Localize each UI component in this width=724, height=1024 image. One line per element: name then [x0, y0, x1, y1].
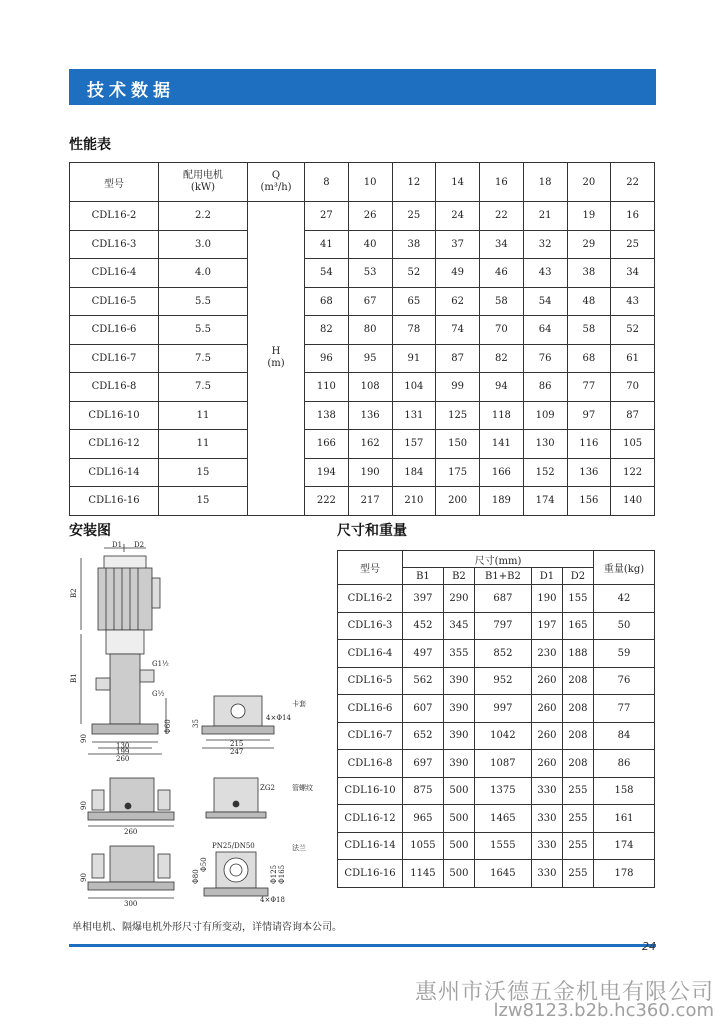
head-value: 200 [436, 487, 480, 516]
head-value: 24 [436, 202, 480, 231]
model-cell: CDL16-10 [338, 777, 403, 805]
head-value: 194 [305, 458, 349, 487]
label-holes: 4×Φ14 [266, 714, 291, 722]
model-cell: CDL16-10 [70, 401, 159, 430]
flow-header: 16 [480, 163, 524, 202]
dim-value: 697 [403, 750, 444, 778]
table-row [70, 202, 655, 231]
head-value: 70 [480, 316, 524, 345]
dim-value: 208 [562, 695, 593, 723]
model-cell: CDL16-6 [70, 316, 159, 345]
head-value: 184 [392, 458, 436, 487]
label-h247: 247 [230, 748, 244, 756]
head-value: 26 [348, 202, 392, 231]
head-value: 162 [348, 430, 392, 459]
head-value: 54 [305, 259, 349, 288]
head-value: 53 [348, 259, 392, 288]
footnote: 单相电机、隔爆电机外形尺寸有所变动，详情请咨询本公司。 [72, 922, 342, 933]
head-value: 97 [567, 401, 611, 430]
watermark-company: 惠州市沃德五金机电有限公司 [414, 980, 714, 1005]
dim-value: 1055 [403, 832, 444, 860]
model-cell: CDL16-2 [338, 585, 403, 613]
dim-value: 1087 [474, 750, 531, 778]
dim-value: 875 [403, 777, 444, 805]
motor-cell: 15 [159, 458, 248, 487]
head-value: 29 [567, 230, 611, 259]
dim-value: 255 [562, 777, 593, 805]
model-cell: CDL16-16 [70, 487, 159, 516]
head-value: 108 [348, 373, 392, 402]
dim-value: 208 [562, 667, 593, 695]
label-zg2: ZG2 [260, 784, 275, 792]
label-d1: D1 [112, 541, 123, 549]
installation-drawing [66, 538, 328, 908]
table-row [338, 750, 655, 778]
flow-header: 14 [436, 163, 480, 202]
base-view [88, 778, 174, 826]
model-cell: CDL16-7 [70, 344, 159, 373]
head-value: 217 [348, 487, 392, 516]
head-value: 58 [480, 287, 524, 316]
thread-view [206, 778, 266, 818]
dim-value: 397 [403, 585, 444, 613]
table-row [338, 805, 655, 833]
head-value: 78 [392, 316, 436, 345]
head-value: 122 [611, 458, 655, 487]
head-value: 104 [392, 373, 436, 402]
model-cell: CDL16-7 [338, 722, 403, 750]
head-value: 156 [567, 487, 611, 516]
dims-col-weight: 重量(kg) [594, 551, 655, 585]
motor-cell: 11 [159, 430, 248, 459]
model-cell: CDL16-12 [70, 430, 159, 459]
flow-header: 18 [523, 163, 567, 202]
dim-value: 165 [562, 612, 593, 640]
head-value: 94 [480, 373, 524, 402]
pump-elevation [81, 544, 166, 754]
head-value: 140 [611, 487, 655, 516]
head-value: 49 [436, 259, 480, 288]
dim-value: 208 [562, 722, 593, 750]
head-value: 118 [480, 401, 524, 430]
weight-cell: 76 [594, 667, 655, 695]
head-value: 21 [523, 202, 567, 231]
model-cell: CDL16-3 [338, 612, 403, 640]
dim-value: 330 [531, 832, 562, 860]
page-number: 24 [642, 940, 656, 953]
model-cell: CDL16-8 [70, 373, 159, 402]
head-value: 87 [611, 401, 655, 430]
motor-cell: 2.2 [159, 202, 248, 231]
table-row [338, 722, 655, 750]
head-value: 222 [305, 487, 349, 516]
head-value: 38 [392, 230, 436, 259]
dim-value: 197 [531, 612, 562, 640]
motor-cell: 7.5 [159, 373, 248, 402]
dim-value: 500 [443, 832, 474, 860]
head-value: 32 [523, 230, 567, 259]
table-row [70, 401, 655, 430]
label-v90a: 90 [80, 734, 88, 743]
head-value: 22 [480, 202, 524, 231]
head-value: 68 [567, 344, 611, 373]
dim-value: 188 [562, 640, 593, 668]
head-value: 80 [348, 316, 392, 345]
head-value: 52 [611, 316, 655, 345]
head-value: 131 [392, 401, 436, 430]
dim-value: 330 [531, 805, 562, 833]
motor-cell: 11 [159, 401, 248, 430]
dim-value: 607 [403, 695, 444, 723]
head-value: 109 [523, 401, 567, 430]
label-h130: 130 [116, 742, 130, 750]
head-value: 19 [567, 202, 611, 231]
model-cell: CDL16-2 [70, 202, 159, 231]
performance-title: 性能表 [69, 137, 111, 153]
head-value: 61 [611, 344, 655, 373]
label-h199: 199 [116, 748, 130, 756]
install-title: 安装图 [69, 523, 111, 539]
table-row [338, 860, 655, 888]
weight-cell: 84 [594, 722, 655, 750]
label-lbl2: 管螺纹 [292, 784, 313, 792]
head-value: 74 [436, 316, 480, 345]
motor-cell: 5.5 [159, 287, 248, 316]
dims-col-model: 型号 [338, 551, 403, 585]
flow-header: 12 [392, 163, 436, 202]
model-cell: CDL16-12 [338, 805, 403, 833]
label-h260b: 260 [124, 828, 138, 836]
dim-value: 500 [443, 805, 474, 833]
dim-value: 500 [443, 860, 474, 888]
head-value: 82 [305, 316, 349, 345]
head-value: 16 [611, 202, 655, 231]
head-value: 43 [611, 287, 655, 316]
head-value: 27 [305, 202, 349, 231]
flange-base-view [88, 846, 174, 898]
label-lbl3: 法兰 [292, 844, 306, 852]
weight-cell: 59 [594, 640, 655, 668]
head-value: 116 [567, 430, 611, 459]
label-b1: B1 [70, 673, 78, 683]
head-value: 40 [348, 230, 392, 259]
dimensions-table [337, 550, 655, 888]
flow-header: 22 [611, 163, 655, 202]
label-v35: 35 [192, 719, 200, 728]
banner-title: 技术数据 [87, 81, 175, 101]
table-row [338, 585, 655, 613]
dim-value: 230 [531, 640, 562, 668]
head-value: 58 [567, 316, 611, 345]
dim-value: 255 [562, 805, 593, 833]
performance-table [69, 162, 655, 516]
table-row [70, 430, 655, 459]
head-value: 46 [480, 259, 524, 288]
head-value: 87 [436, 344, 480, 373]
head-value: 68 [305, 287, 349, 316]
model-cell: CDL16-5 [70, 287, 159, 316]
head-value: 52 [392, 259, 436, 288]
head-value: 152 [523, 458, 567, 487]
weight-cell: 178 [594, 860, 655, 888]
dim-value: 952 [474, 667, 531, 695]
table-row [70, 373, 655, 402]
flange-view [204, 852, 268, 896]
model-cell: CDL16-6 [338, 695, 403, 723]
label-v60: Φ60 [164, 719, 172, 734]
table-row [338, 695, 655, 723]
label-v50: Φ50 [200, 857, 208, 872]
head-value: 174 [523, 487, 567, 516]
dim-value: 390 [443, 695, 474, 723]
head-value: 130 [523, 430, 567, 459]
dimensions-title: 尺寸和重量 [337, 523, 407, 539]
table-row [338, 640, 655, 668]
model-cell: CDL16-4 [338, 640, 403, 668]
dim-value: 255 [562, 860, 593, 888]
head-value: 25 [392, 202, 436, 231]
model-cell: CDL16-16 [338, 860, 403, 888]
section-banner [69, 69, 656, 105]
table-row [338, 612, 655, 640]
head-value: 34 [611, 259, 655, 288]
dim-value: 345 [443, 612, 474, 640]
table-row [70, 458, 655, 487]
dims-col-size: 尺寸(mm) [403, 551, 594, 568]
dim-value: 1465 [474, 805, 531, 833]
model-cell: CDL16-14 [338, 832, 403, 860]
weight-cell: 161 [594, 805, 655, 833]
head-value: 38 [567, 259, 611, 288]
motor-cell: 7.5 [159, 344, 248, 373]
head-value: 77 [567, 373, 611, 402]
head-unit-cell: H (m) [248, 202, 305, 516]
col-q: Q (m³/h) [248, 163, 305, 202]
dims-sub-header: D2 [562, 568, 593, 585]
label-v165: Φ165 [278, 864, 286, 884]
motor-cell: 3.0 [159, 230, 248, 259]
dims-sub-header: B1 [403, 568, 444, 585]
head-value: 54 [523, 287, 567, 316]
dim-value: 500 [443, 777, 474, 805]
table-row [338, 777, 655, 805]
col-motor: 配用电机 (kW) [159, 163, 248, 202]
head-value: 43 [523, 259, 567, 288]
head-value: 105 [611, 430, 655, 459]
label-g1: G1½ [152, 660, 169, 668]
model-cell: CDL16-5 [338, 667, 403, 695]
dim-value: 155 [562, 585, 593, 613]
head-value: 37 [436, 230, 480, 259]
dim-value: 260 [531, 722, 562, 750]
watermark-site: lzw8123.b2b.hc360.com [493, 1000, 714, 1021]
table-row [70, 344, 655, 373]
label-v80: Φ80 [192, 869, 200, 884]
head-value: 125 [436, 401, 480, 430]
weight-cell: 77 [594, 695, 655, 723]
label-v125: Φ125 [270, 864, 278, 884]
dim-value: 562 [403, 667, 444, 695]
table-row [338, 667, 655, 695]
dim-value: 797 [474, 612, 531, 640]
head-value: 189 [480, 487, 524, 516]
head-value: 150 [436, 430, 480, 459]
dims-sub-header: B1+B2 [474, 568, 531, 585]
dim-value: 1375 [474, 777, 531, 805]
head-value: 64 [523, 316, 567, 345]
table-row [70, 287, 655, 316]
head-value: 110 [305, 373, 349, 402]
dim-value: 497 [403, 640, 444, 668]
label-h215: 215 [230, 740, 244, 748]
label-g2: G½ [152, 690, 165, 698]
head-value: 91 [392, 344, 436, 373]
footer-rule [69, 944, 656, 947]
dim-value: 687 [474, 585, 531, 613]
weight-cell: 158 [594, 777, 655, 805]
head-value: 136 [348, 401, 392, 430]
model-cell: CDL16-4 [70, 259, 159, 288]
head-value: 25 [611, 230, 655, 259]
table-row [338, 832, 655, 860]
head-value: 86 [523, 373, 567, 402]
head-value: 136 [567, 458, 611, 487]
head-value: 34 [480, 230, 524, 259]
col-model: 型号 [70, 163, 159, 202]
dim-value: 260 [531, 695, 562, 723]
weight-cell: 86 [594, 750, 655, 778]
head-value: 95 [348, 344, 392, 373]
dim-value: 652 [403, 722, 444, 750]
head-value: 157 [392, 430, 436, 459]
flow-header: 20 [567, 163, 611, 202]
dim-value: 997 [474, 695, 531, 723]
head-value: 141 [480, 430, 524, 459]
model-cell: CDL16-14 [70, 458, 159, 487]
label-b2: B2 [70, 588, 78, 598]
dim-value: 390 [443, 750, 474, 778]
label-lbl1: 卡套 [292, 700, 306, 708]
dim-value: 208 [562, 750, 593, 778]
dim-value: 355 [443, 640, 474, 668]
dim-value: 330 [531, 777, 562, 805]
dim-value: 1042 [474, 722, 531, 750]
label-v90b: 90 [80, 801, 88, 810]
dim-value: 452 [403, 612, 444, 640]
dim-value: 390 [443, 722, 474, 750]
dim-value: 390 [443, 667, 474, 695]
head-value: 70 [611, 373, 655, 402]
table-row [70, 230, 655, 259]
weight-cell: 42 [594, 585, 655, 613]
head-value: 62 [436, 287, 480, 316]
head-value: 190 [348, 458, 392, 487]
weight-cell: 50 [594, 612, 655, 640]
dim-value: 190 [531, 585, 562, 613]
dim-value: 260 [531, 667, 562, 695]
table-row [70, 487, 655, 516]
head-value: 210 [392, 487, 436, 516]
flow-header: 10 [348, 163, 392, 202]
dim-value: 290 [443, 585, 474, 613]
flow-header: 8 [305, 163, 349, 202]
head-value: 166 [480, 458, 524, 487]
label-h260a: 260 [116, 755, 130, 763]
head-value: 65 [392, 287, 436, 316]
dim-value: 852 [474, 640, 531, 668]
head-value: 99 [436, 373, 480, 402]
head-value: 96 [305, 344, 349, 373]
head-value: 82 [480, 344, 524, 373]
dim-value: 965 [403, 805, 444, 833]
motor-cell: 4.0 [159, 259, 248, 288]
dim-value: 1555 [474, 832, 531, 860]
model-cell: CDL16-8 [338, 750, 403, 778]
motor-cell: 15 [159, 487, 248, 516]
weight-cell: 174 [594, 832, 655, 860]
head-value: 48 [567, 287, 611, 316]
table-row [70, 259, 655, 288]
head-value: 138 [305, 401, 349, 430]
dim-value: 330 [531, 860, 562, 888]
head-value: 67 [348, 287, 392, 316]
motor-cell: 5.5 [159, 316, 248, 345]
head-value: 166 [305, 430, 349, 459]
dim-value: 1645 [474, 860, 531, 888]
dim-value: 1145 [403, 860, 444, 888]
label-holes2: 4×Φ18 [260, 896, 285, 904]
label-h300: 300 [124, 900, 138, 908]
dims-sub-header: D1 [531, 568, 562, 585]
dim-value: 260 [531, 750, 562, 778]
dims-sub-header: B2 [443, 568, 474, 585]
label-v90c: 90 [80, 873, 88, 882]
head-value: 76 [523, 344, 567, 373]
head-value: 41 [305, 230, 349, 259]
model-cell: CDL16-3 [70, 230, 159, 259]
dim-value: 255 [562, 832, 593, 860]
label-d2: D2 [134, 541, 145, 549]
table-row [70, 316, 655, 345]
head-value: 175 [436, 458, 480, 487]
label-pn: PN25/DN50 [212, 842, 255, 850]
